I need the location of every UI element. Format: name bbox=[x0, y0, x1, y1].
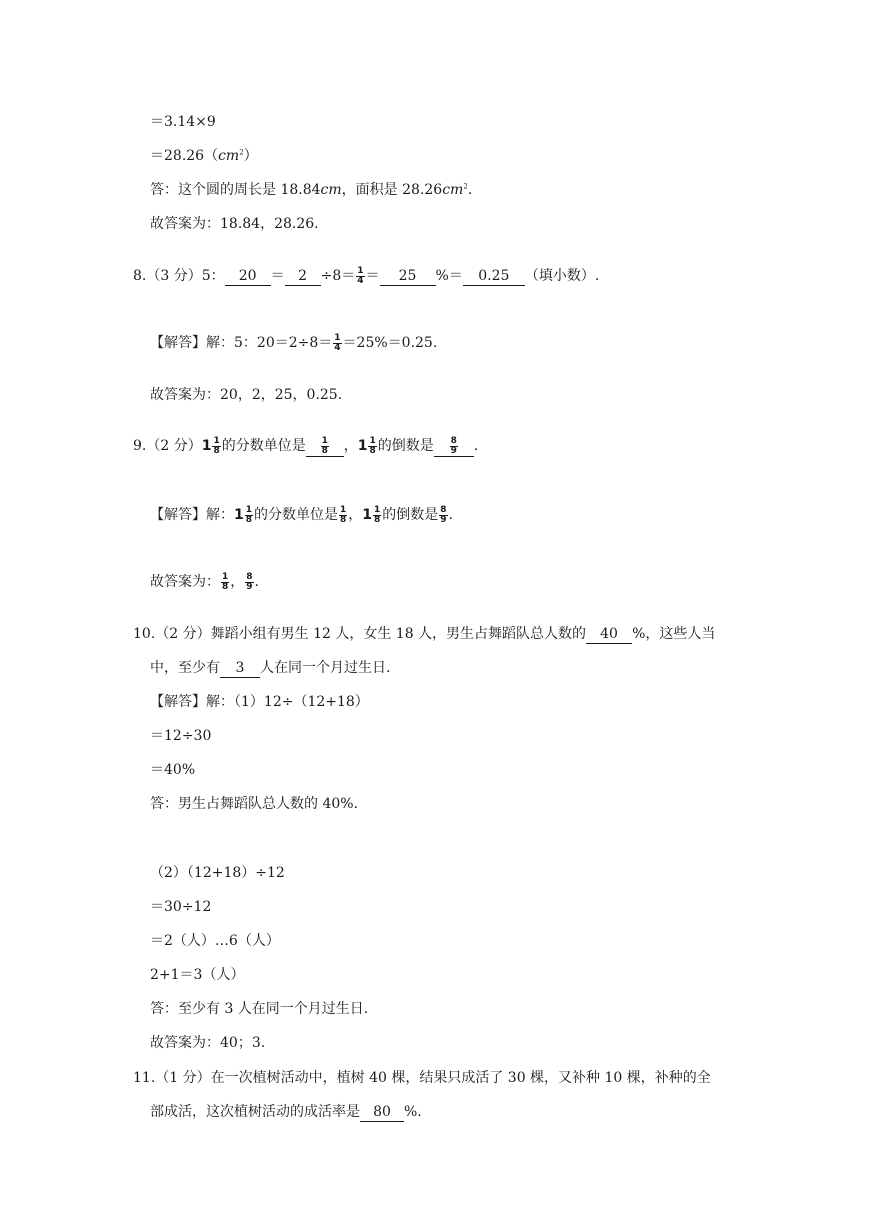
q9-sol-mixed bbox=[234, 505, 254, 525]
q10-line-1 bbox=[133, 624, 715, 644]
q9-sol-unit-num: 1 bbox=[340, 504, 347, 515]
q8-sol-post: ＝25%＝0.25. bbox=[342, 335, 438, 351]
q8-blank-3: 25 bbox=[380, 267, 436, 286]
q10-sol-6: ＝30÷12 bbox=[150, 899, 212, 915]
q9-frac-2 bbox=[368, 437, 376, 456]
q10-answer: 故答案为：40；3. bbox=[150, 1035, 266, 1051]
q10-l1-pre: 10.（2 分）舞蹈小组有男生 12 人，女生 18 人，男生占舞蹈队总人数的 bbox=[133, 626, 587, 642]
q9-b1-num: 1 bbox=[321, 435, 328, 446]
q9-ans-pre: 故答案为： bbox=[150, 574, 220, 590]
q10-line-2 bbox=[150, 658, 390, 678]
q9-whole: 1 bbox=[201, 438, 212, 454]
q9-sol-pre: 【解答】解： bbox=[150, 507, 234, 523]
q9-b2-den: 9 bbox=[450, 445, 457, 456]
q11-l2-pre: 部成活，这次植树活动的成活率是 bbox=[150, 1104, 360, 1120]
q10-l2-pre: 中，至少有 bbox=[150, 660, 220, 676]
q9-ans-sep: ， bbox=[230, 574, 245, 590]
q7-l2-unit: cm bbox=[218, 148, 240, 164]
q8-div8: ÷8＝ bbox=[320, 268, 356, 284]
q9-b2-frac bbox=[450, 437, 458, 456]
q10-sol-4: 答：男生占舞蹈队总人数的 40%. bbox=[150, 796, 359, 812]
q8-stem bbox=[133, 266, 599, 286]
q9-ans1-num: 1 bbox=[222, 571, 229, 582]
q8-sol-frac-num: 1 bbox=[334, 332, 341, 343]
q9-sol-frac2-num: 1 bbox=[374, 504, 381, 515]
q9-t4: . bbox=[473, 438, 479, 454]
q10-sol-1: 【解答】解：（1）12÷（12+18） bbox=[150, 694, 369, 710]
q9-frac bbox=[212, 437, 220, 456]
q9-whole-2: 1 bbox=[357, 438, 368, 454]
q9-sol-recip-num: 8 bbox=[440, 504, 447, 515]
q8-sol-fraction bbox=[333, 334, 341, 353]
q8-sol-pre: 【解答】解：5：20＝2÷8＝ bbox=[150, 335, 333, 351]
q7-l2-sup: 2 bbox=[239, 148, 244, 157]
q9-sol-unit-frac bbox=[339, 506, 347, 525]
q9-sol-frac2-den: 8 bbox=[374, 514, 381, 525]
q9-sol-frac bbox=[245, 506, 253, 525]
q7-l3-unit1: cm bbox=[320, 182, 342, 198]
q11-l2-post: %. bbox=[404, 1104, 422, 1120]
q9-frac-num: 1 bbox=[213, 435, 220, 446]
q8-sol-frac-den: 4 bbox=[334, 342, 341, 353]
q11-line-2 bbox=[150, 1102, 422, 1122]
q9-ans-frac-1 bbox=[221, 573, 229, 592]
q9-ans1-den: 8 bbox=[222, 581, 229, 592]
q9-b1-den: 8 bbox=[321, 445, 328, 456]
q8-tail: （填小数）. bbox=[524, 268, 600, 284]
q7-line-1: ＝3.14×9 bbox=[150, 114, 216, 130]
q10-sol-7: ＝2（人）…6（人） bbox=[150, 933, 280, 949]
q9-sol-whole: 1 bbox=[234, 507, 244, 523]
q7-l3-unit2: cm bbox=[442, 182, 464, 198]
q9-sol-unit-den: 8 bbox=[340, 514, 347, 525]
q7-l3-mid: ，面积是 28.26 bbox=[341, 182, 443, 198]
q9-sol-frac-den: 8 bbox=[245, 514, 253, 525]
q10-sol-9: 答：至少有 3 人在同一个月过生日. bbox=[150, 1001, 369, 1017]
q9-stem-pre: 9.（2 分） bbox=[133, 438, 202, 454]
q8-frac-den: 4 bbox=[357, 275, 364, 286]
q11-blank-1: 80 bbox=[360, 1103, 404, 1122]
q9-sol-frac-num: 1 bbox=[245, 504, 253, 515]
q7-l3-pre: 答：这个圆的周长是 18.84 bbox=[150, 182, 321, 198]
q8-stem-pre: 8.（3 分）5： bbox=[133, 268, 225, 284]
q9-sol-recip-den: 9 bbox=[440, 514, 447, 525]
q9-answer bbox=[150, 572, 259, 592]
q9-frac2-den: 8 bbox=[369, 445, 376, 456]
q9-stem bbox=[133, 436, 478, 457]
q9-t3: 的倒数是 bbox=[377, 438, 434, 454]
q9-sol-whole-2: 1 bbox=[362, 507, 373, 523]
q9-sol-frac-2 bbox=[373, 506, 381, 525]
q9-mixed-number-2 bbox=[358, 436, 378, 456]
q9-sol-t3: 的倒数是 bbox=[382, 507, 439, 523]
q9-frac2-num: 1 bbox=[369, 435, 376, 446]
q7-answer: 故答案为：18.84，28.26. bbox=[150, 216, 319, 232]
q8-blank-1: 20 bbox=[225, 267, 271, 286]
q8-frac-num: 1 bbox=[357, 265, 364, 276]
q10-blank-2: 3 bbox=[220, 659, 260, 678]
q10-sol-2: ＝12÷30 bbox=[150, 728, 212, 744]
q8-fraction bbox=[356, 267, 364, 286]
q9-b2-num: 8 bbox=[450, 435, 457, 446]
q11-line-1: 11.（1 分）在一次植树活动中，植树 40 棵，结果只成活了 30 棵，又补种 10 棵，补种的全 bbox=[133, 1070, 711, 1086]
q9-b1-frac bbox=[321, 437, 329, 456]
q9-ans-frac-2 bbox=[245, 573, 253, 592]
q7-line-3 bbox=[150, 180, 472, 200]
q9-sol-t2: ， bbox=[348, 507, 363, 523]
q8-blank-4: 0.25 bbox=[463, 267, 525, 286]
q9-solution bbox=[150, 505, 453, 525]
q9-sol-t1: 的分数单位是 bbox=[254, 507, 339, 523]
q7-l2-post: ） bbox=[243, 148, 258, 164]
q9-sol-mixed-2 bbox=[362, 505, 382, 525]
q9-blank-1 bbox=[306, 437, 344, 457]
q10-sol-8: 2+1＝3（人） bbox=[150, 967, 245, 983]
q9-frac-den: 8 bbox=[213, 445, 220, 456]
q7-l3-post: . bbox=[467, 182, 473, 198]
q10-sol-3: ＝40% bbox=[150, 762, 196, 778]
q10-blank-1: 40 bbox=[586, 625, 632, 644]
q7-l3-sup: 2 bbox=[463, 182, 468, 191]
q9-t2: ， bbox=[343, 438, 358, 454]
q9-sol-recip-frac bbox=[439, 506, 447, 525]
q9-t1: 的分数单位是 bbox=[221, 438, 306, 454]
q8-solution bbox=[150, 333, 437, 353]
q8-eq1: ＝ bbox=[270, 268, 285, 284]
q9-ans2-den: 9 bbox=[246, 581, 253, 592]
q10-l2-post: 人在同一个月过生日. bbox=[260, 660, 391, 676]
q10-sol-5: （2）（12+18）÷12 bbox=[150, 865, 285, 881]
q9-mixed-number bbox=[202, 436, 222, 456]
q8-answer: 故答案为：20，2，25，0.25. bbox=[150, 387, 343, 403]
q8-pct-eq: %＝ bbox=[435, 268, 463, 284]
q7-line-2 bbox=[150, 146, 258, 166]
q8-blank-2: 2 bbox=[285, 267, 321, 286]
q7-l2-pre: ＝28.26（ bbox=[150, 148, 219, 164]
q9-ans2-num: 8 bbox=[246, 571, 253, 582]
q9-blank-2 bbox=[434, 437, 474, 457]
q8-eq2: ＝ bbox=[365, 268, 380, 284]
q9-ans-end: . bbox=[254, 574, 259, 590]
q9-sol-t4: . bbox=[448, 507, 454, 523]
q10-l1-post: %，这些人当 bbox=[632, 626, 716, 642]
